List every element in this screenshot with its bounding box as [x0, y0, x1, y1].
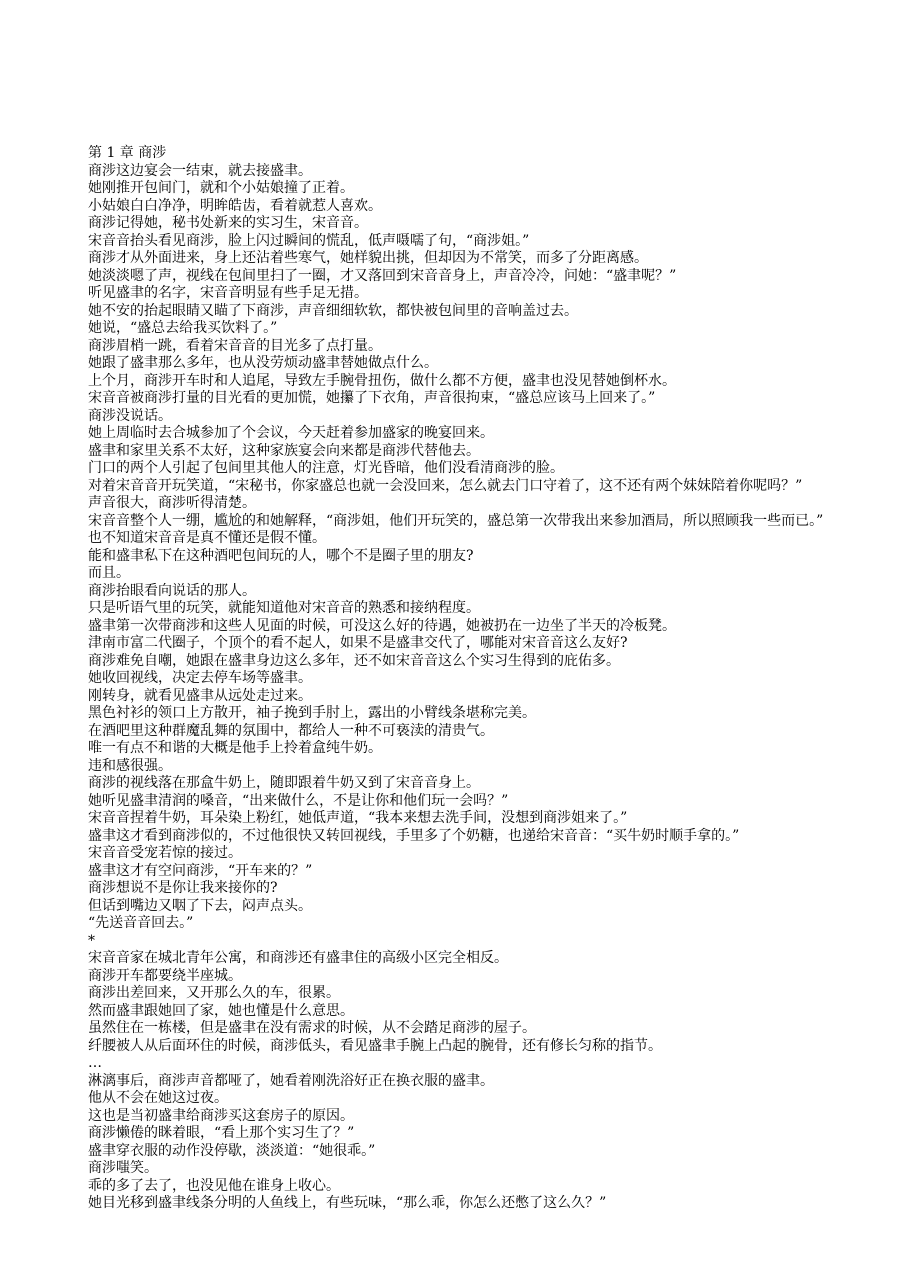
paragraph: 商涉的视线落在那盒牛奶上，随即跟着牛奶又到了宋音音身上。 [88, 775, 480, 791]
paragraph: 她上周临时去合城参加了个会议，今天赶着参加盛家的晚宴回来。 [88, 425, 494, 441]
paragraph: 她不安的抬起眼睛又瞄了下商涉，声音细细软软，都快被包间里的音响盖过去。 [88, 302, 578, 319]
paragraph: 也不知道宋音音是真不懂还是假不懂。 [88, 530, 326, 546]
paragraph: 而且。 [88, 565, 130, 581]
paragraph: 声音很大，商涉听得清楚。 [88, 495, 256, 511]
paragraph: 淋漓事后，商涉声音都哑了，她看着刚洗浴好正在换衣服的盛聿。 [88, 1072, 494, 1089]
paragraph: 商涉想说不是你让我来接你的? [88, 880, 278, 896]
paragraph: 黑色衬衫的领口上方散开，袖子挽到手肘上，露出的小臂线条堪称完美。 [88, 705, 536, 721]
paragraph: 盛聿穿衣服的动作没停歇，淡淡道：“她很乖。” [88, 1142, 376, 1159]
paragraph: 津南市富二代圈子，个顶个的看不起人，如果不是盛聿交代了，哪能对宋音音这么友好? [88, 635, 628, 651]
paragraph: 商涉难免自嘲，她跟在盛聿身边这么多年，还不如宋音音这么个实习生得到的庇佑多。 [88, 652, 620, 669]
paragraph: … [88, 1055, 102, 1071]
paragraph: 小姑娘白白净净，明眸皓齿，看着就惹人喜欢。 [88, 197, 382, 214]
paragraph: 商涉懒倦的眯着眼，“看上那个实习生了？” [88, 1125, 355, 1141]
paragraph: 只是听语气里的玩笑，就能知道他对宋音音的熟悉和接纳程度。 [88, 600, 480, 616]
paragraph: 但话到嘴边又咽了下去，闷声点头。 [88, 897, 312, 914]
paragraph: 他从不会在她这过夜。 [88, 1090, 228, 1106]
document-body [88, 145, 828, 1213]
paragraph: 盛聿这才有空问商涉，“开车来的？” [88, 862, 313, 879]
chapter-title: 第 1 章 商涉 [88, 145, 167, 161]
paragraph: 在酒吧里这种群魔乱舞的氛围中，都给人一种不可亵渎的清贵气。 [88, 722, 494, 739]
paragraph: 唯一有点不和谐的大概是他手上拎着盒纯牛奶。 [88, 740, 382, 756]
paragraph: 商涉抬眼看向说话的那人。 [88, 582, 256, 599]
paragraph: 盛聿这才看到商涉似的，不过他很快又转回视线，手里多了个奶糖，也递给宋音音：“买牛奶时顺手拿的。” [88, 827, 740, 844]
paragraph: 听见盛聿的名字，宋音音明显有些手足无措。 [88, 285, 368, 301]
paragraph: 她听见盛聿清润的嗓音，“出来做什么，不是让你和他们玩一会吗？” [88, 792, 509, 809]
paragraph: 商涉眉梢一跳，看着宋音音的目光多了点打量。 [88, 337, 382, 354]
paragraph: 她淡淡嗯了声，视线在包间里扫了一圈，才又落回到宋音音身上，声音冷冷，问她：“盛聿呢？” [88, 267, 677, 284]
paragraph: 上个月，商涉开车时和人追尾，导致左手腕骨扭伤，做什么都不方便，盛聿也没见替她倒杯水。 [88, 372, 676, 389]
paragraph: “先送音音回去。” [88, 915, 194, 931]
paragraph: 她目光移到盛聿线条分明的人鱼线上，有些玩味，“那么乖，你怎么还憋了这么久？” [88, 1195, 607, 1211]
paragraph: 宋音音家在城北青年公寓，和商涉还有盛聿住的高级小区完全相反。 [88, 950, 508, 966]
paragraph: 商涉才从外面进来，身上还沾着些寒气，她样貌出挑，但却因为不常笑，而多了分距离感。 [88, 250, 648, 266]
paragraph-list [88, 163, 828, 1213]
paragraph: * [88, 932, 95, 949]
paragraph: 商涉这边宴会一结束，就去接盛聿。 [88, 162, 312, 179]
paragraph: 她说，“盛总去给我买饮料了。” [88, 320, 278, 336]
paragraph: 乖的多了去了，也没见他在谁身上收心。 [88, 1177, 340, 1194]
paragraph: 盛聿第一次带商涉和这些人见面的时候，可没这么好的待遇，她被扔在一边坐了半天的冷板凳。 [88, 617, 676, 634]
paragraph: 刚转身，就看见盛聿从远处走过来。 [88, 687, 312, 704]
paragraph: 宋音音受宠若惊的接过。 [88, 845, 242, 861]
paragraph: 宋音音被商涉打量的目光看的更加慌，她攥了下衣角，声音很拘束，“盛总应该马上回来了。” [88, 390, 656, 406]
paragraph: 她收回视线，决定去停车场等盛聿。 [88, 670, 312, 686]
paragraph: 宋音音捏着牛奶，耳朵染上粉红，她低声道，“我本来想去洗手间，没想到商涉姐来了。” [88, 810, 628, 826]
paragraph: 虽然住在一栋楼，但是盛聿在没有需求的时候，从不会踏足商涉的屋子。 [88, 1020, 536, 1036]
paragraph: 纤腰被人从后面环住的时候，商涉低头，看见盛聿手腕上凸起的腕骨，还有修长匀称的指节。 [88, 1037, 662, 1054]
paragraph: 盛聿和家里关系不太好，这种家族宴会向来都是商涉代替他去。 [88, 442, 480, 459]
paragraph: 门口的两个人引起了包间里其他人的注意，灯光昏暗，他们没看清商涉的脸。 [88, 460, 564, 476]
paragraph: 商涉没说话。 [88, 407, 172, 424]
paragraph: 这也是当初盛聿给商涉买这套房子的原因。 [88, 1107, 354, 1124]
paragraph: 商涉出差回来，又开那么久的车，很累。 [88, 985, 340, 1001]
paragraph: 她跟了盛聿那么多年，也从没劳烦动盛聿替她做点什么。 [88, 355, 438, 371]
paragraph: 宋音音抬头看见商涉，脸上闪过瞬间的慌乱，低声嗫嚅了句，“商涉姐。” [88, 232, 530, 249]
paragraph: 违和感很强。 [88, 757, 172, 774]
paragraph: 商涉开车都要绕半座城。 [88, 967, 242, 984]
paragraph: 然而盛聿跟她回了家，她也懂是什么意思。 [88, 1002, 354, 1019]
paragraph: 她刚推开包间门，就和个小姑娘撞了正着。 [88, 180, 354, 196]
paragraph: 商涉嗤笑。 [88, 1160, 158, 1176]
paragraph: 商涉记得她，秘书处新来的实习生，宋音音。 [88, 215, 368, 231]
paragraph: 对着宋音音开玩笑道，“宋秘书，你家盛总也就一会没回来，怎么就去门口守着了，这不还有两个妹妹陪着你呢吗？” [88, 477, 803, 494]
paragraph: 宋音音整个人一绷，尴尬的和她解释，“商涉姐，他们开玩笑的，盛总第一次带我出来参加酒局，所以照顾我一些而已。” [88, 512, 824, 529]
paragraph: 能和盛聿私下在这种酒吧包间玩的人，哪个不是圈子里的朋友? [88, 547, 474, 564]
